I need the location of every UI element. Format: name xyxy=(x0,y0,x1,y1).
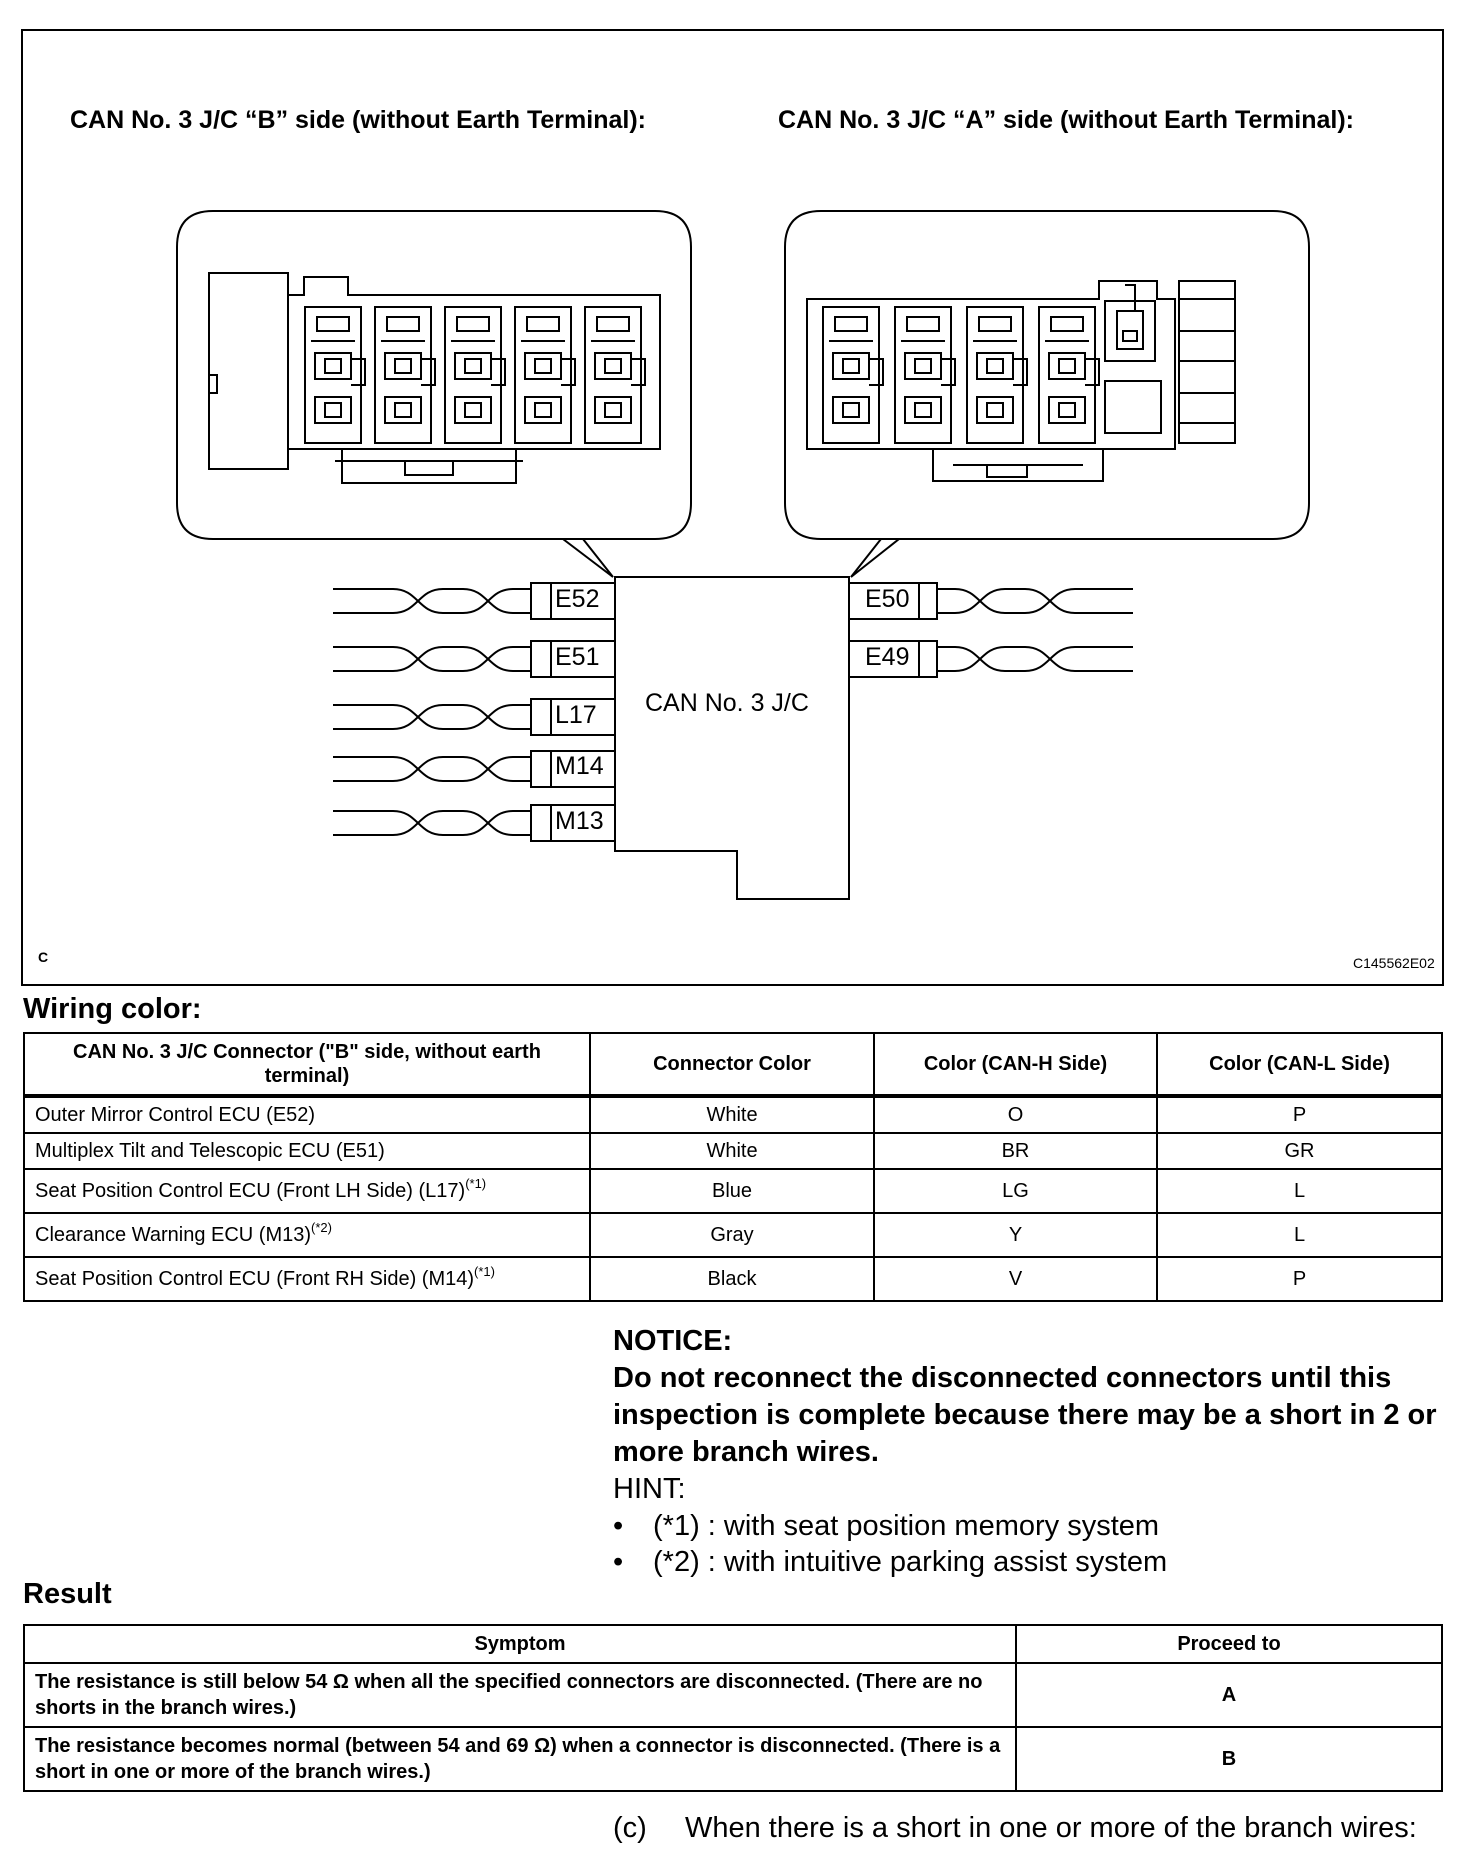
hint-item: • (*1) : with seat position memory system xyxy=(613,1508,1453,1544)
cavity-latch xyxy=(597,317,629,331)
cell-can-l: L xyxy=(1157,1213,1442,1257)
footnote-marker: (*1) xyxy=(474,1263,495,1279)
terminal-slot xyxy=(1049,353,1085,379)
terminal-pin xyxy=(987,403,1003,417)
terminal-slot xyxy=(315,397,351,423)
cell-symptom: The resistance becomes normal (between 54 and 69 Ω) when a connector is disconnected. (There is a short in one or more of the branch wires.) xyxy=(24,1727,1016,1791)
wire-can-h xyxy=(333,589,531,613)
wire-can-l xyxy=(937,647,1133,671)
cell-connector: Multiplex Tilt and Telescopic ECU (E51) xyxy=(24,1133,590,1169)
cell-connector-color: Blue xyxy=(590,1169,874,1213)
terminal-pin xyxy=(1059,403,1075,417)
terminal-pin xyxy=(325,403,341,417)
connector-label-e50: E50 xyxy=(865,585,910,613)
hint-list xyxy=(613,1508,1453,1580)
wire-can-h xyxy=(333,705,531,729)
cavity-latch xyxy=(457,317,489,331)
connector-label-m13: M13 xyxy=(555,807,604,835)
terminal-slot xyxy=(455,397,491,423)
b-side-title: CAN No. 3 J/C “B” side (without Earth Terminal): xyxy=(70,106,646,134)
jc-box xyxy=(615,577,849,899)
cavity-latch xyxy=(387,317,419,331)
cell-connector: Seat Position Control ECU (Front RH Side) $(M14)^{(*1)}$ xyxy=(24,1257,590,1301)
table-row xyxy=(24,1257,1442,1301)
table-header-row xyxy=(24,1033,1442,1096)
cavity-latch xyxy=(835,317,867,331)
wiring-color-table xyxy=(23,1032,1443,1302)
table-row xyxy=(24,1213,1442,1257)
terminal-pin xyxy=(395,359,411,373)
terminal-pin xyxy=(535,403,551,417)
cell-connector-color: White xyxy=(590,1133,874,1169)
wire-can-l xyxy=(333,705,531,729)
terminal-pin xyxy=(915,359,931,373)
cell-can-h: V xyxy=(874,1257,1157,1301)
column-header-can-h: Color (CAN-H Side) xyxy=(874,1033,1157,1096)
notice-title: NOTICE: xyxy=(613,1325,733,1357)
terminal-slot xyxy=(977,397,1013,423)
cavity-lock xyxy=(491,359,505,385)
table-row xyxy=(24,1096,1442,1133)
notice-text: Do not reconnect the disconnected connectors until this inspection is complete because there may be a short in 2 or more branch wires. xyxy=(613,1362,1437,1468)
hint-label: HINT: xyxy=(613,1473,686,1505)
cavity-latch xyxy=(979,317,1011,331)
terminal-pin xyxy=(465,359,481,373)
cell-can-h: BR xyxy=(874,1133,1157,1169)
b-side-connector-face xyxy=(209,273,660,483)
figure-code: C145562E02 xyxy=(1353,955,1435,971)
terminal-slot xyxy=(315,353,351,379)
table-row xyxy=(24,1133,1442,1169)
wire-can-h xyxy=(333,757,531,781)
terminal-slot xyxy=(385,353,421,379)
connector-tag-end xyxy=(531,699,551,735)
cell-proceed: A xyxy=(1016,1663,1442,1727)
connector-label-l17: L17 xyxy=(555,701,597,729)
wire-can-h xyxy=(937,647,1133,671)
wire-can-l xyxy=(937,589,1133,613)
wiring-color-heading: Wiring color: xyxy=(23,993,202,1025)
step-text: When there is a short in one or more of the branch wires: xyxy=(684,1812,1417,1844)
a-side-connector-face xyxy=(807,281,1235,481)
wiring-diagram-figure xyxy=(21,29,1444,986)
step-number: (c) xyxy=(613,1812,647,1844)
connector-diagram xyxy=(23,31,1442,984)
connector-label-e51: E51 xyxy=(555,643,600,671)
terminal-slot xyxy=(905,353,941,379)
result-heading: Result xyxy=(23,1578,112,1610)
cell-proceed: B xyxy=(1016,1727,1442,1791)
wire-can-l xyxy=(333,757,531,781)
cavity-lock xyxy=(561,359,575,385)
connector-label-e49: E49 xyxy=(865,643,910,671)
terminal-pin xyxy=(325,359,341,373)
cavity-lock xyxy=(869,359,883,385)
a-side-title: CAN No. 3 J/C “A” side (without Earth Terminal): xyxy=(778,106,1354,134)
cell-can-l: L xyxy=(1157,1169,1442,1213)
wire-can-h xyxy=(937,589,1133,613)
cavity-latch xyxy=(907,317,939,331)
connector-tag-end xyxy=(531,805,551,841)
connector-tag-end xyxy=(531,641,551,677)
figure-corner-letter: C xyxy=(38,949,49,965)
terminal-slot xyxy=(833,353,869,379)
cell-can-h: Y xyxy=(874,1213,1157,1257)
cell-can-l: P xyxy=(1157,1257,1442,1301)
cavity-lock xyxy=(421,359,435,385)
connector-label-m14: M14 xyxy=(555,752,604,780)
cell-connector: Clearance Warning ECU $(M13)^{(*2)}$ xyxy=(24,1213,590,1257)
cell-connector-color: Gray xyxy=(590,1213,874,1257)
footnote-marker: (*1) xyxy=(465,1175,487,1191)
column-header-symptom: Symptom xyxy=(24,1625,1016,1663)
cell-connector: Seat Position Control ECU (Front LH Side) $(L17)^{(*1)}$ xyxy=(24,1169,590,1213)
connector-tag-end xyxy=(919,583,937,619)
cell-can-l: P xyxy=(1157,1096,1442,1133)
terminal-pin xyxy=(605,359,621,373)
cell-connector-color: White xyxy=(590,1096,874,1133)
connector-label-e52: E52 xyxy=(555,585,600,613)
connector-tag-end xyxy=(531,751,551,787)
table-header-row xyxy=(24,1625,1442,1663)
cavity-lock xyxy=(941,359,955,385)
hint-item: • (*2) : with intuitive parking assist system xyxy=(613,1544,1453,1580)
terminal-pin xyxy=(1059,359,1075,373)
terminal-slot xyxy=(525,353,561,379)
terminal-slot xyxy=(905,397,941,423)
terminal-slot xyxy=(385,397,421,423)
jc-label: CAN No. 3 J/C xyxy=(645,689,809,717)
table-row xyxy=(24,1727,1442,1791)
column-header-connector: CAN No. 3 J/C Connector ("B" side, without earth terminal) xyxy=(24,1033,590,1096)
terminal-slot xyxy=(595,397,631,423)
left-callout-bubble xyxy=(177,211,691,577)
terminal-slot xyxy=(977,353,1013,379)
cavity-latch xyxy=(527,317,559,331)
cell-can-l: GR xyxy=(1157,1133,1442,1169)
terminal-pin xyxy=(605,403,621,417)
wire-can-h xyxy=(333,811,531,835)
column-header-can-l: Color (CAN-L Side) xyxy=(1157,1033,1442,1096)
result-table xyxy=(23,1624,1443,1792)
terminal-pin xyxy=(915,403,931,417)
wire-can-h xyxy=(333,647,531,671)
terminal-pin xyxy=(843,359,859,373)
terminal-pin xyxy=(987,359,1003,373)
wire-can-l xyxy=(333,811,531,835)
cell-connector-color: Black xyxy=(590,1257,874,1301)
connector-tag-end xyxy=(531,583,551,619)
terminal-slot xyxy=(595,353,631,379)
cavity-lock xyxy=(631,359,645,385)
cell-can-h: O xyxy=(874,1096,1157,1133)
cavity-lock xyxy=(1085,359,1099,385)
table-row xyxy=(24,1169,1442,1213)
notice-block xyxy=(613,1323,1453,1580)
terminal-slot xyxy=(525,397,561,423)
footnote-marker: (*2) xyxy=(311,1219,332,1235)
column-header-connector-color: Connector Color xyxy=(590,1033,874,1096)
terminal-pin xyxy=(395,403,411,417)
column-header-proceed-to: Proceed to xyxy=(1016,1625,1442,1663)
wire-can-l xyxy=(333,647,531,671)
terminal-pin xyxy=(535,359,551,373)
terminal-pin xyxy=(843,403,859,417)
terminal-slot xyxy=(833,397,869,423)
cell-can-h: LG xyxy=(874,1169,1157,1213)
cavity-latch xyxy=(317,317,349,331)
cavity-latch xyxy=(1051,317,1083,331)
next-step xyxy=(613,1812,1417,1845)
cavity-lock xyxy=(351,359,365,385)
cell-connector: Outer Mirror Control ECU (E52) xyxy=(24,1096,590,1133)
terminal-slot xyxy=(1049,397,1085,423)
cavity-lock xyxy=(1013,359,1027,385)
wire-can-l xyxy=(333,589,531,613)
connector-tag-end xyxy=(919,641,937,677)
terminal-slot xyxy=(455,353,491,379)
cell-symptom: The resistance is still below 54 Ω when all the specified connectors are disconnected. (There are no shorts in the branch wires.) xyxy=(24,1663,1016,1727)
terminal-pin xyxy=(465,403,481,417)
table-row xyxy=(24,1663,1442,1727)
